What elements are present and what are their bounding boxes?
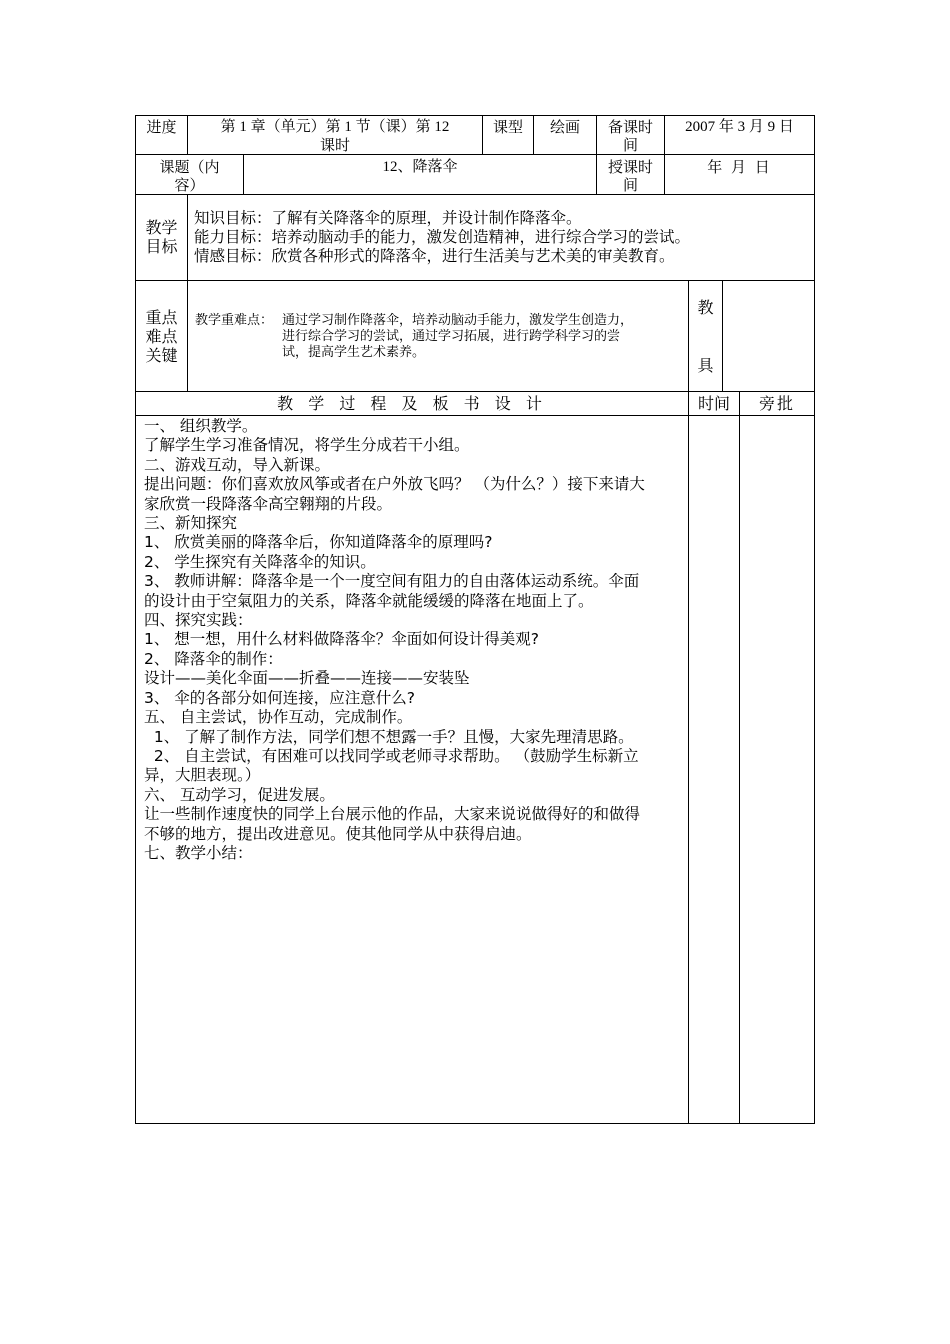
table-line bbox=[135, 391, 815, 392]
time-column-header: 时间 bbox=[697, 394, 730, 413]
process-line: 提出问题：你们喜欢放风筝或者在户外放飞吗？ （为什么？）接下来请大 bbox=[144, 475, 645, 494]
process-title: 教 学 过 程 及 板 书 设 计 bbox=[277, 394, 547, 413]
process-content bbox=[144, 417, 689, 863]
keypoints-line3: 试，提高学生艺术素养。 bbox=[282, 345, 426, 360]
keypoints-line1: 通过学习制作降落伞，培养动脑动手能力，激发学生创造力， bbox=[282, 313, 634, 328]
process-line: 三、新知探究 bbox=[144, 514, 238, 533]
lesson-type-label: 课型 bbox=[492, 118, 523, 136]
table-line bbox=[187, 194, 188, 392]
prep-time-label-line1: 备课时 bbox=[607, 118, 653, 136]
table-line bbox=[135, 280, 815, 281]
topic-label-line1: 课题（内 bbox=[159, 158, 220, 176]
prep-time-label-line2: 间 bbox=[622, 136, 638, 154]
table-line bbox=[814, 115, 815, 1124]
goals-label-line1: 教学 bbox=[145, 218, 178, 237]
process-line: 四、探究实践： bbox=[144, 611, 253, 630]
progress-label: 进度 bbox=[146, 118, 177, 136]
notes-column-header: 旁批 bbox=[758, 394, 795, 413]
process-line: 1、 了解了制作方法，同学们想不想露一手？且慢，大家先理清思路。 bbox=[144, 727, 634, 746]
knowledge-goal: 知识目标：了解有关降落伞的原理，并设计制作降落伞。 bbox=[194, 209, 582, 227]
process-line: 了解学生学习准备情况，将学生分成若干小组。 bbox=[144, 436, 470, 455]
tools-label-top: 教 bbox=[697, 298, 714, 317]
progress-value-line2: 课时 bbox=[319, 136, 350, 154]
process-line: 2、 降落伞的制作： bbox=[144, 649, 283, 668]
ability-goal: 能力目标：培养动脑动手的能力，激发创造精神，进行综合学习的尝试。 bbox=[194, 228, 691, 246]
process-line: 2、 学生探究有关降落伞的知识。 bbox=[144, 552, 376, 571]
lesson-type-value: 绘画 bbox=[549, 118, 580, 136]
teach-time-label-line2: 间 bbox=[622, 176, 638, 194]
keypoints-prefix: 教学重难点： bbox=[195, 313, 274, 328]
table-line bbox=[135, 154, 815, 155]
process-line: 1、 想一想，用什么材料做降落伞？伞面如何设计得美观? bbox=[144, 630, 540, 649]
topic-value: 12、降落伞 bbox=[382, 159, 458, 175]
process-line: 1、 欣赏美丽的降落伞后，你知道降落伞的原理吗? bbox=[144, 533, 493, 552]
table-line bbox=[135, 115, 136, 1124]
keypoints-label-line1: 重点 bbox=[145, 308, 178, 327]
process-line: 六、 互动学习，促进发展。 bbox=[144, 785, 335, 804]
table-line bbox=[722, 280, 723, 392]
process-line: 七、教学小结： bbox=[144, 843, 253, 862]
table-line bbox=[135, 415, 815, 416]
goals-label-line2: 目标 bbox=[145, 237, 178, 256]
process-line: 五、 自主尝试，协作互动，完成制作。 bbox=[144, 708, 413, 727]
tools-label-bottom: 具 bbox=[697, 356, 714, 375]
keypoints-line2: 进行综合学习的尝试，通过学习拓展，进行跨学科学习的尝 bbox=[282, 329, 621, 344]
teach-time-value: 年 月 日 bbox=[707, 158, 772, 176]
process-line: 2、 自主尝试，有困难可以找同学或老师寻求帮助。 （鼓励学生标新立 bbox=[144, 746, 639, 765]
process-line: 设计——美化伞面——折叠——连接——安装坠 bbox=[144, 669, 470, 688]
process-line: 3、 伞的各部分如何连接，应注意什么? bbox=[144, 688, 416, 707]
progress-value-line1: 第 1 章（单元）第 1 节（课）第 12 bbox=[220, 119, 450, 135]
emotion-goal: 情感目标：欣赏各种形式的降落伞，进行生活美与艺术美的审美教育。 bbox=[194, 247, 675, 265]
keypoints-label-line2: 难点 bbox=[145, 327, 178, 346]
process-line: 二、游戏互动，导入新课。 bbox=[144, 455, 331, 474]
process-line: 3、 教师讲解：降落伞是一个一度空间有阻力的自由落体运动系统。伞面 bbox=[144, 572, 640, 591]
topic-label-line2: 容） bbox=[174, 176, 205, 194]
table-line bbox=[135, 194, 815, 195]
process-line: 异，大胆表现。） bbox=[144, 766, 261, 785]
process-line: 让一些制作速度快的同学上台展示他的作品，大家来说说做得好的和做得 bbox=[144, 805, 641, 824]
table-line bbox=[739, 391, 740, 1124]
process-line: 不够的地方，提出改进意见。使其他同学从中获得启迪。 bbox=[144, 824, 532, 843]
table-line bbox=[135, 1123, 815, 1124]
process-line: 的设计由于空氣阻力的关系，降落伞就能缓缓的降落在地面上了。 bbox=[144, 591, 594, 610]
process-line: 家欣赏一段降落伞高空翱翔的片段。 bbox=[144, 494, 393, 513]
keypoints-label-line3: 关键 bbox=[145, 346, 178, 365]
process-line: 一、 组织教学。 bbox=[144, 417, 258, 435]
prep-time-value: 2007 年 3 月 9 日 bbox=[685, 119, 794, 135]
table-line bbox=[135, 115, 815, 116]
teach-time-label-line1: 授课时 bbox=[607, 158, 653, 176]
table-line bbox=[688, 280, 689, 392]
